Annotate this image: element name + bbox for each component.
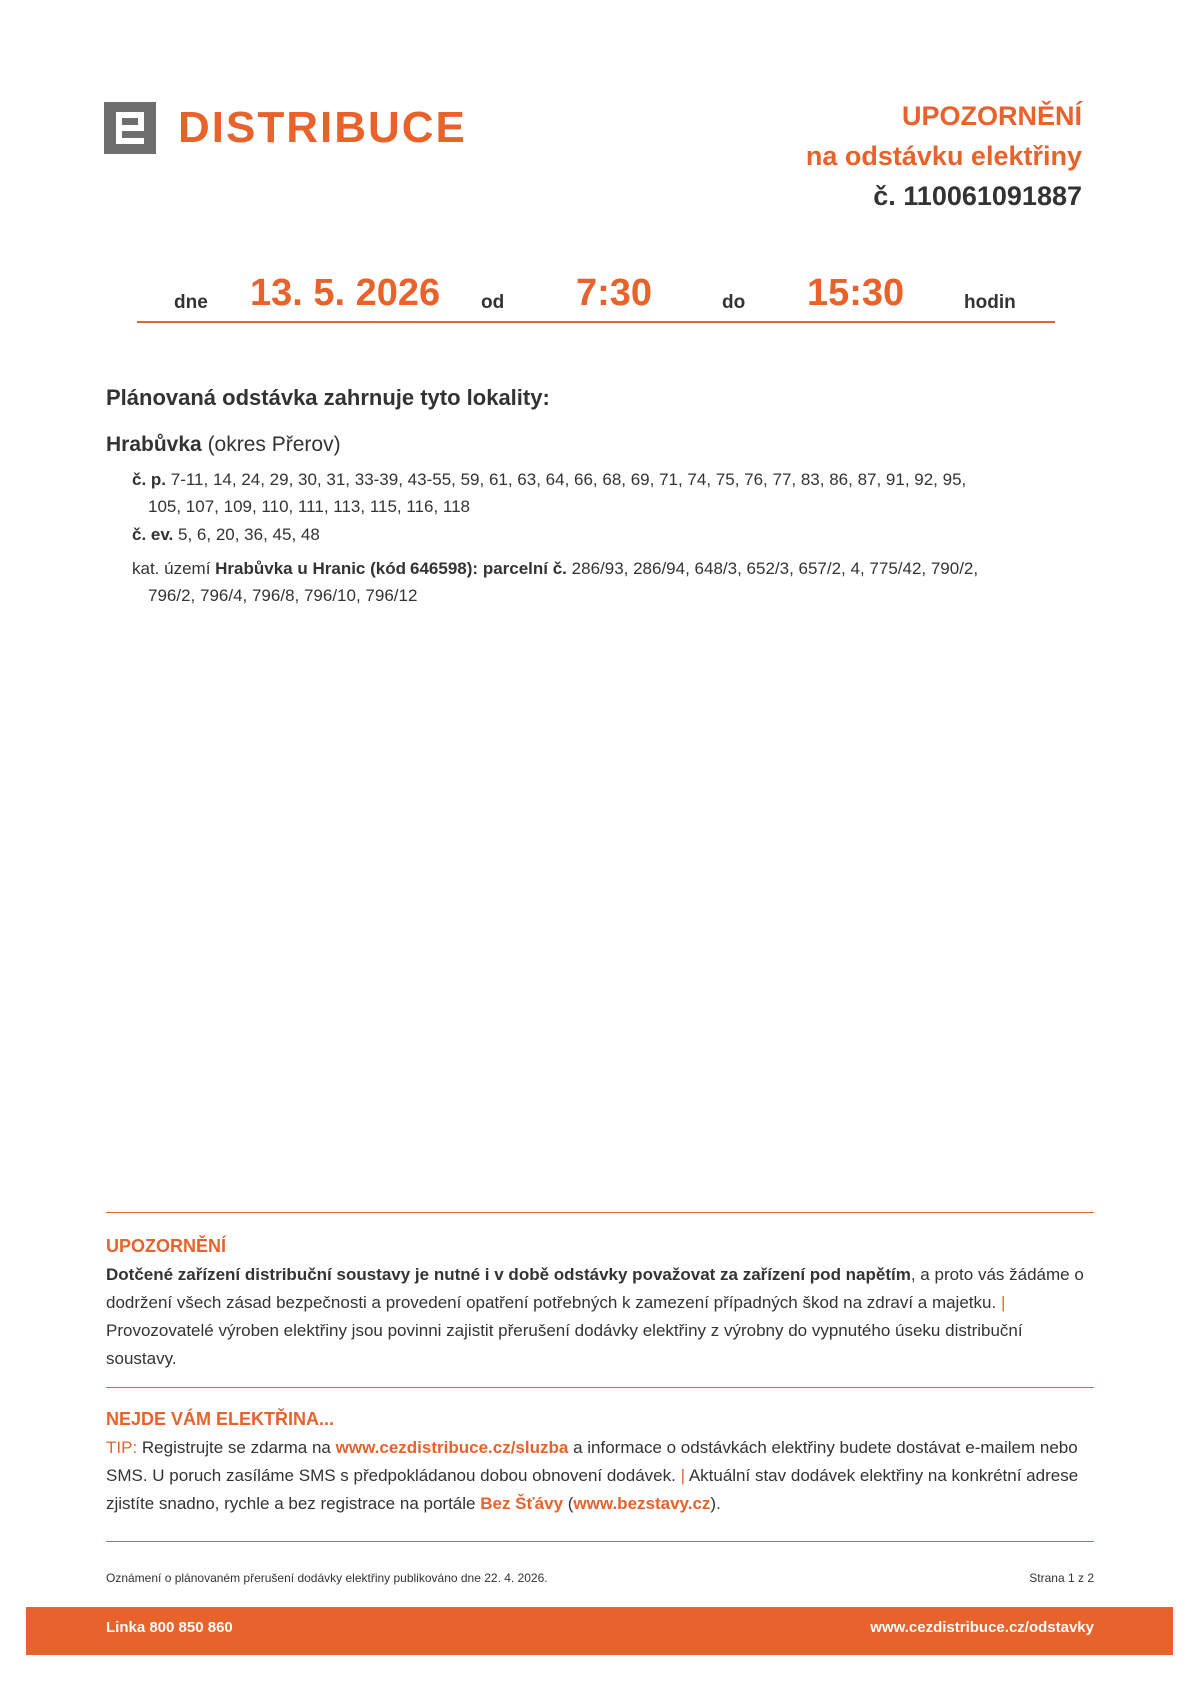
house-numbers [132, 466, 1092, 520]
cp-values-line2: 105, 107, 109, 110, 111, 113, 115, 116, 118 [148, 497, 471, 516]
kat-code-open: (kód [370, 559, 407, 578]
no-power-text: TIP: Registrujte se zdarma na www.cezdistribuce.cz/sluzba a informace o odstávkách elektřiny budete dostávat e-mailem nebo SMS. U poruch zasíláme SMS s předpokládanou dobou obnovení dodávek. | Aktuální stav dodávek elektřiny na konkrétní adrese zjistíte snadno, rychle a bez registrace na portále Bez Šťávy (www.bezstavy.cz). [106, 1438, 1079, 1513]
publication-note: Oznámení o plánovaném přerušení dodávky elektřiny publikováno dne 22. 4. 2026. [106, 1571, 548, 1585]
town-name: Hrabůvka [106, 433, 202, 456]
footer-url[interactable]: www.cezdistribuce.cz/odstavky [870, 1619, 1094, 1636]
district-name: (okres Přerov) [207, 433, 341, 456]
to-label: do [722, 292, 746, 313]
notice-number: č. 110061091887 [873, 181, 1082, 211]
hours-label: hodin [964, 292, 1016, 313]
warning-divider-top [106, 1212, 1094, 1213]
date-divider [137, 321, 1055, 323]
warning-separator: | [1000, 1293, 1006, 1312]
outage-date: 13. 5. 2026 [250, 272, 441, 314]
cev-label: č. ev. [132, 525, 174, 544]
cp-label: č. p. [132, 470, 167, 489]
notice-header [806, 96, 1082, 216]
no-power-text-1: Registrujte se zdarma na [141, 1438, 331, 1457]
kat-prefix: kat. území [132, 559, 211, 578]
from-label: od [481, 292, 505, 313]
cadastral-area [132, 555, 1092, 609]
footer-divider [106, 1541, 1094, 1542]
kat-values-line1: 286/93, 286/94, 648/3, 652/3, 657/2, 4, 775/42, 790/2, [571, 559, 979, 578]
warning-text-1: , a proto vás žádáme o dodržení všech zásad bezpečnosti a provedení opatření potřebných k zamezení případných škod na zdraví a majetku. [106, 1265, 1084, 1312]
registration-numbers [132, 521, 320, 548]
cez-logo-icon [104, 102, 156, 154]
locality-name [106, 433, 341, 457]
no-power-text-2: a informace o odstávkách elektřiny budete dostávat e-mailem nebo SMS. U poruch zasíláme SMS s předpokládanou dobou obnovení dodávek. [106, 1438, 1078, 1485]
warning-bold-text: Dotčené zařízení distribuční soustavy je nutné i v době odstávky považovat za zařízení pod napětím [106, 1265, 911, 1284]
kat-parcel-label: parcelní č. [482, 559, 567, 578]
hotline: Linka 800 850 860 [106, 1619, 233, 1636]
notice-subtitle: na odstávku elektřiny [805, 141, 1082, 171]
kat-code: 646598 [410, 559, 467, 578]
warning-text-2: Provozovatelé výroben elektřiny jsou povinni zajistit přerušení dodávky elektřiny z výrobny do vypnutého úseku distribuční soustavy. [106, 1321, 1023, 1368]
service-link[interactable]: www.cezdistribuce.cz/sluzba [335, 1438, 569, 1457]
warning-title: UPOZORNĚNÍ [106, 1236, 227, 1256]
cp-values-line1: 7-11, 14, 24, 29, 30, 31, 33-39, 43-55, 59, 61, 63, 64, 66, 68, 69, 71, 74, 75, 76, 77, 83, 86, 87, 91, 92, 95, [170, 470, 967, 489]
tip-label: TIP: [106, 1438, 138, 1457]
time-to: 15:30 [807, 272, 905, 314]
kat-name: Hrabůvka u Hranic [215, 559, 366, 578]
page-number: Strana 1 z 2 [1029, 1571, 1094, 1585]
notice-title: UPOZORNĚNÍ [901, 101, 1082, 131]
bezstavy-link[interactable]: www.bezstavy.cz [573, 1494, 711, 1513]
localities-heading: Plánovaná odstávka zahrnuje tyto lokality: [106, 385, 550, 410]
brand-name: DISTRIBUCE [178, 103, 467, 152]
kat-code-close: ): [466, 559, 479, 578]
no-power-divider-top [106, 1387, 1094, 1388]
no-power-text-3: Aktuální stav dodávek elektřiny na konkrétní adrese zjistíte snadno, rychle a bez registrace na portále [106, 1466, 1079, 1513]
date-label: dne [174, 292, 208, 313]
kat-values-line2: 796/2, 796/4, 796/8, 796/10, 796/12 [148, 586, 418, 605]
cev-values: 5, 6, 20, 36, 45, 48 [178, 525, 320, 544]
no-power-separator: | [680, 1466, 686, 1485]
no-power-title: NEJDE VÁM ELEKTŘINA... [106, 1409, 335, 1429]
portal-name: Bez Šťávy [480, 1494, 564, 1513]
time-from: 7:30 [576, 272, 653, 314]
warning-text [106, 1261, 1094, 1373]
